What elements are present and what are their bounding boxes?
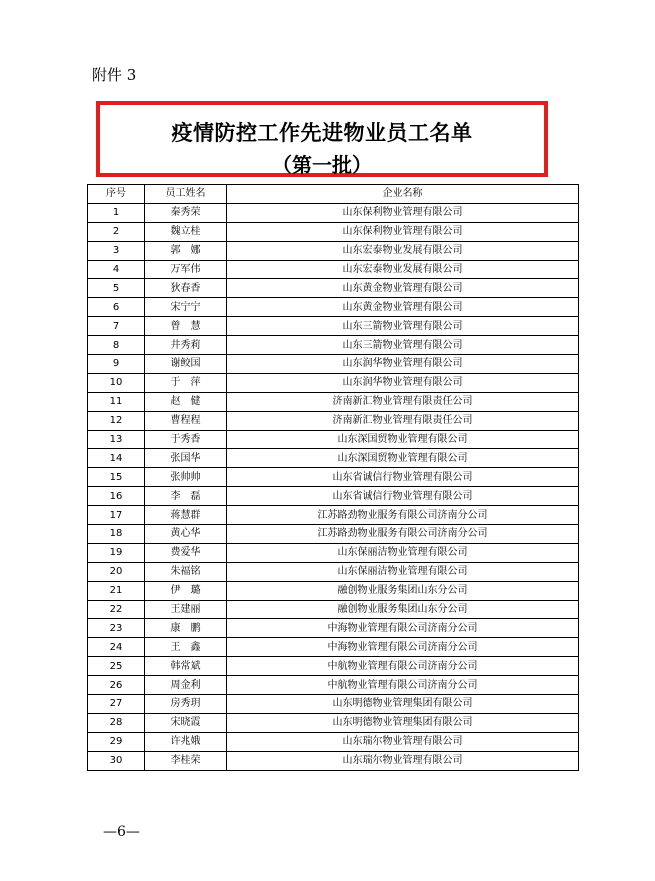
employee-name-cell: 秦秀荣 [145, 203, 227, 222]
serial-cell: 30 [88, 751, 145, 770]
serial-cell: 15 [88, 468, 145, 487]
employee-name-cell: 魏立桂 [145, 222, 227, 241]
table-row [88, 241, 579, 260]
company-name-cell: 山东瑞尔物业管理有限公司 [227, 751, 579, 770]
serial-cell: 16 [88, 487, 145, 506]
table-row [88, 732, 579, 751]
title-highlight-box [96, 101, 548, 177]
employee-name-cell: 曾 慧 [145, 317, 227, 336]
serial-cell: 14 [88, 449, 145, 468]
employee-name-cell: 于秀香 [145, 430, 227, 449]
table-row [88, 355, 579, 374]
table-row [88, 336, 579, 355]
serial-cell: 5 [88, 279, 145, 298]
serial-cell: 22 [88, 600, 145, 619]
table-row [88, 279, 579, 298]
table-header-row [88, 185, 579, 204]
table-row [88, 581, 579, 600]
document-subtitle: （第一批） [272, 153, 372, 177]
employee-name-cell: 伊 璐 [145, 581, 227, 600]
employee-name-cell: 狄春香 [145, 279, 227, 298]
table-row [88, 713, 579, 732]
employee-table [87, 184, 579, 771]
table-row [88, 487, 579, 506]
employee-name-cell: 宋晓霞 [145, 713, 227, 732]
employee-name-cell: 周金利 [145, 676, 227, 695]
employee-name-cell: 宋宁宁 [145, 298, 227, 317]
serial-cell: 6 [88, 298, 145, 317]
employee-name-cell: 张国华 [145, 449, 227, 468]
serial-cell: 18 [88, 525, 145, 544]
header-company-name: 企业名称 [227, 185, 579, 204]
company-name-cell: 山东明德物业管理集团有限公司 [227, 713, 579, 732]
table-row [88, 468, 579, 487]
serial-cell: 11 [88, 392, 145, 411]
company-name-cell: 山东黄金物业管理有限公司 [227, 279, 579, 298]
table-row [88, 676, 579, 695]
company-name-cell: 山东保利物业管理有限公司 [227, 203, 579, 222]
company-name-cell: 山东宏泰物业发展有限公司 [227, 260, 579, 279]
table-row [88, 638, 579, 657]
table-row [88, 751, 579, 770]
employee-name-cell: 万军伟 [145, 260, 227, 279]
company-name-cell: 中航物业管理有限公司济南分公司 [227, 676, 579, 695]
company-name-cell: 山东省诚信行物业管理有限公司 [227, 468, 579, 487]
table-row [88, 298, 579, 317]
employee-name-cell: 黄心华 [145, 525, 227, 544]
table-row [88, 695, 579, 714]
table-row [88, 506, 579, 525]
employee-name-cell: 曹程程 [145, 411, 227, 430]
company-name-cell: 山东黄金物业管理有限公司 [227, 298, 579, 317]
company-name-cell: 山东瑞尔物业管理有限公司 [227, 732, 579, 751]
employee-name-cell: 于 萍 [145, 373, 227, 392]
company-name-cell: 山东保丽洁物业管理有限公司 [227, 562, 579, 581]
company-name-cell: 江苏路劲物业服务有限公司济南分公司 [227, 506, 579, 525]
company-name-cell: 山东润华物业管理有限公司 [227, 355, 579, 374]
header-serial: 序号 [88, 185, 145, 204]
serial-cell: 4 [88, 260, 145, 279]
serial-cell: 12 [88, 411, 145, 430]
employee-name-cell: 井秀莉 [145, 336, 227, 355]
table-row [88, 525, 579, 544]
serial-cell: 20 [88, 562, 145, 581]
company-name-cell: 济南新汇物业管理有限责任公司 [227, 392, 579, 411]
employee-name-cell: 房秀玥 [145, 695, 227, 714]
table-row [88, 411, 579, 430]
table-row [88, 392, 579, 411]
employee-name-cell: 王建丽 [145, 600, 227, 619]
serial-cell: 13 [88, 430, 145, 449]
employee-name-cell: 费爱华 [145, 543, 227, 562]
table-row [88, 317, 579, 336]
company-name-cell: 山东深国贸物业管理有限公司 [227, 430, 579, 449]
table-row [88, 449, 579, 468]
serial-cell: 19 [88, 543, 145, 562]
company-name-cell: 山东三箭物业管理有限公司 [227, 336, 579, 355]
document-title: 疫情防控工作先进物业员工名单 [171, 120, 473, 145]
table-row [88, 430, 579, 449]
table-row [88, 222, 579, 241]
employee-name-cell: 郭 娜 [145, 241, 227, 260]
employee-name-cell: 赵 健 [145, 392, 227, 411]
employee-name-cell: 康 鹏 [145, 619, 227, 638]
serial-cell: 21 [88, 581, 145, 600]
company-name-cell: 山东省诚信行物业管理有限公司 [227, 487, 579, 506]
company-name-cell: 山东保利物业管理有限公司 [227, 222, 579, 241]
employee-name-cell: 许兆娥 [145, 732, 227, 751]
serial-cell: 28 [88, 713, 145, 732]
company-name-cell: 山东明德物业管理集团有限公司 [227, 695, 579, 714]
company-name-cell: 山东深国贸物业管理有限公司 [227, 449, 579, 468]
employee-name-cell: 谢鲛国 [145, 355, 227, 374]
company-name-cell: 中海物业管理有限公司济南分公司 [227, 619, 579, 638]
employee-name-cell: 张帅帅 [145, 468, 227, 487]
employee-name-cell: 李 磊 [145, 487, 227, 506]
employee-name-cell: 蒋慧群 [145, 506, 227, 525]
table-row [88, 657, 579, 676]
company-name-cell: 山东润华物业管理有限公司 [227, 373, 579, 392]
company-name-cell: 融创物业服务集团山东分公司 [227, 581, 579, 600]
employee-name-cell: 李桂荣 [145, 751, 227, 770]
table-row [88, 600, 579, 619]
serial-cell: 1 [88, 203, 145, 222]
page-number: —6— [103, 824, 140, 840]
employee-name-cell: 王 鑫 [145, 638, 227, 657]
company-name-cell: 济南新汇物业管理有限责任公司 [227, 411, 579, 430]
serial-cell: 10 [88, 373, 145, 392]
company-name-cell: 山东宏泰物业发展有限公司 [227, 241, 579, 260]
table-row [88, 203, 579, 222]
serial-cell: 17 [88, 506, 145, 525]
serial-cell: 24 [88, 638, 145, 657]
company-name-cell: 江苏路劲物业服务有限公司济南分公司 [227, 525, 579, 544]
table-body [88, 203, 579, 770]
attachment-label: 附件 3 [92, 66, 137, 84]
table-row [88, 619, 579, 638]
company-name-cell: 山东三箭物业管理有限公司 [227, 317, 579, 336]
serial-cell: 29 [88, 732, 145, 751]
company-name-cell: 中航物业管理有限公司济南分公司 [227, 657, 579, 676]
table-row [88, 373, 579, 392]
serial-cell: 27 [88, 695, 145, 714]
table-row [88, 260, 579, 279]
table-row [88, 543, 579, 562]
serial-cell: 25 [88, 657, 145, 676]
serial-cell: 23 [88, 619, 145, 638]
serial-cell: 26 [88, 676, 145, 695]
serial-cell: 2 [88, 222, 145, 241]
serial-cell: 8 [88, 336, 145, 355]
table-row [88, 562, 579, 581]
serial-cell: 9 [88, 355, 145, 374]
company-name-cell: 中海物业管理有限公司济南分公司 [227, 638, 579, 657]
company-name-cell: 融创物业服务集团山东分公司 [227, 600, 579, 619]
employee-name-cell: 朱福铭 [145, 562, 227, 581]
header-employee-name: 员工姓名 [145, 185, 227, 204]
serial-cell: 7 [88, 317, 145, 336]
company-name-cell: 山东保丽洁物业管理有限公司 [227, 543, 579, 562]
employee-name-cell: 韩常斌 [145, 657, 227, 676]
serial-cell: 3 [88, 241, 145, 260]
